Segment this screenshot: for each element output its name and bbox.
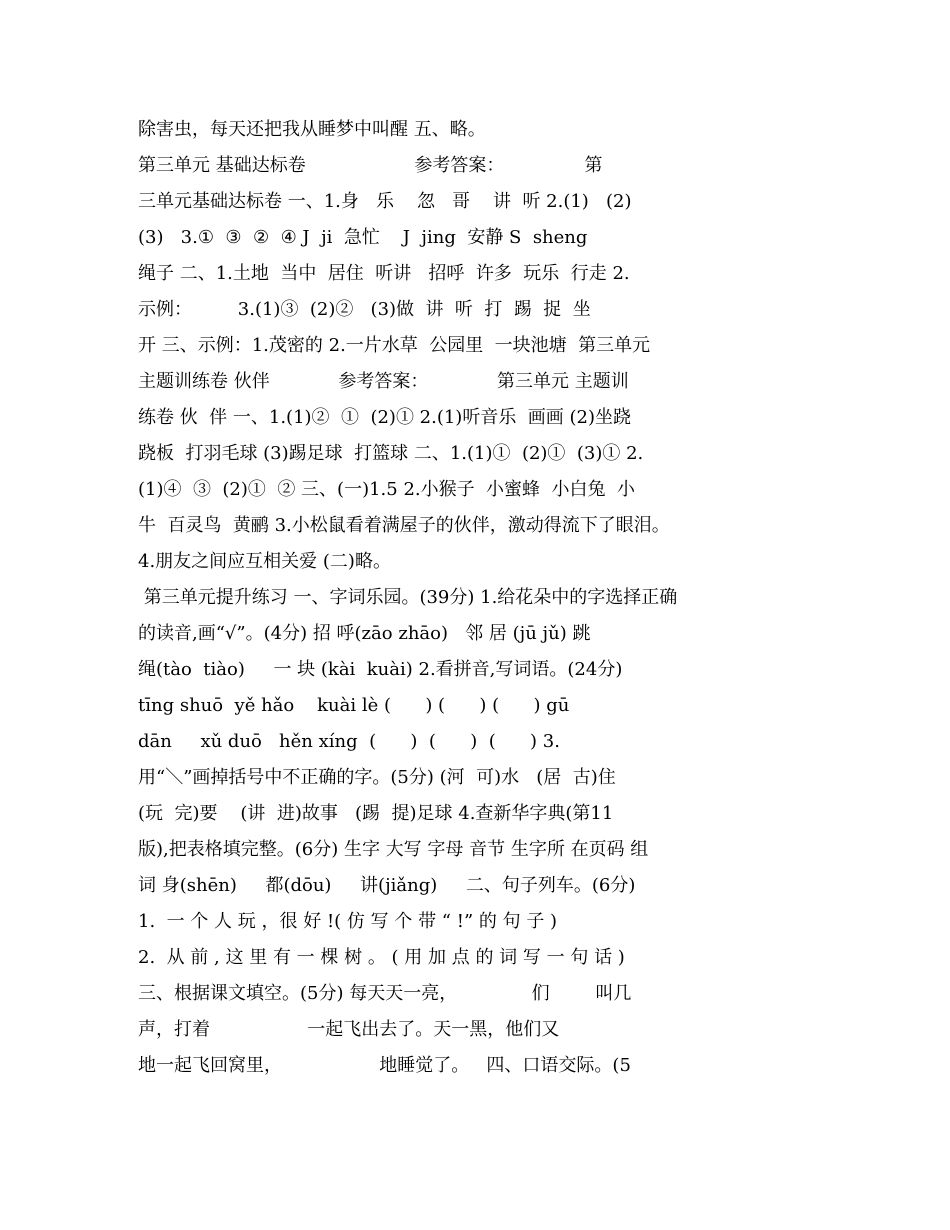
text-line-10: 跷板 打羽毛球 (3)踢足球 打篮球 二、1.(1)① (2)① (3)① 2. — [138, 443, 644, 464]
text-line-27: 地一起飞回窝里， 地睡觉了。 四、口语交际。(5 — [138, 1055, 631, 1076]
text-line-1: 除害虫，每天还把我从睡梦中叫醒 五、略。 — [138, 119, 486, 140]
text-line-18: dān xǔ duō hěn xíng ( ) ( ) ( ) 3. — [138, 731, 560, 752]
text-line-15: 的读音,画“√”。(4分) 招 呼(zāo zhāo) 邻 居 (jū jǔ) 跳 — [138, 623, 591, 644]
text-line-8: 主题训练卷 伙伴 参考答案： 第三单元 主题训 — [138, 371, 629, 392]
text-line-9: 练卷 伙 伴 一、1.(1)② ① (2)① 2.(1)听音乐 画画 (2)坐跷 — [138, 407, 631, 428]
text-line-5: 绳子 二、1.土地 当中 居住 听讲 招呼 许多 玩乐 行走 2. — [138, 263, 630, 284]
text-line-24: 2. 从 前 , 这 里 有 一 棵 树 。 ( 用 加 点 的 词 写 一 句 话 ) — [138, 947, 625, 968]
text-line-20: (玩 完)要 (讲 进)故事 (踢 提)足球 4.查新华字典(第11 — [138, 803, 614, 824]
text-line-3: 三单元基础达标卷 一、1.身 乐 忽 哥 讲 听 2.(1) (2) — [138, 191, 632, 212]
text-line-6: 示例： 3.(1)③ (2)② (3)做 讲 听 打 踢 捉 坐 — [138, 299, 591, 320]
text-line-17: tīng shuō yě hǎo kuài lè ( ) ( ) ( ) gū — [138, 695, 570, 716]
text-line-12: 牛 百灵鸟 黄鹂 3.小松鼠看着满屋子的伙伴，激动得流下了眼泪。 — [138, 515, 670, 536]
text-line-7: 开 三、示例：1.茂密的 2.一片水草 公园里 一块池塘 第三单元 — [138, 335, 651, 356]
text-line-2: 第三单元 基础达标卷 参考答案： 第 — [138, 155, 603, 176]
text-line-21: 版),把表格填完整。(6分) 生字 大写 字母 音节 生字所 在页码 组 — [138, 839, 649, 860]
text-line-4: (3) 3.① ③ ② ④ J ji 急忙 J jing 安静 S sheng — [138, 227, 588, 248]
text-line-23: 1. 一 个 人 玩 ，很 好 !( 仿 写 个 带 “ !” 的 句 子 ) — [138, 911, 558, 932]
text-line-26: 声，打着 一起飞出去了。天一黑，他们又 — [138, 1019, 560, 1040]
text-line-25: 三、根据课文填空。(5分) 每天天一亮， 们 叫几 — [138, 983, 632, 1004]
text-line-22: 词 身(shēn) 都(dōu) 讲(jiǎng) 二、句子列车。(6分) — [138, 875, 636, 896]
text-line-14: 第三单元提升练习 一、字词乐园。(39分) 1.给花朵中的字选择正确 — [138, 587, 678, 608]
text-line-13: 4.朋友之间应互相关爱 (二)略。 — [138, 551, 391, 572]
text-line-19: 用“＼”画掉括号中不正确的字。(5分) (河 可)水 (居 古)住 — [138, 767, 616, 788]
text-line-16: 绳(tào tiào) 一 块 (kài kuài) 2.看拼音,写词语。(24分) — [138, 659, 623, 680]
text-line-11: (1)④ ③ (2)① ② 三、(一)1.5 2.小猴子 小蜜蜂 小白兔 小 — [138, 479, 635, 500]
